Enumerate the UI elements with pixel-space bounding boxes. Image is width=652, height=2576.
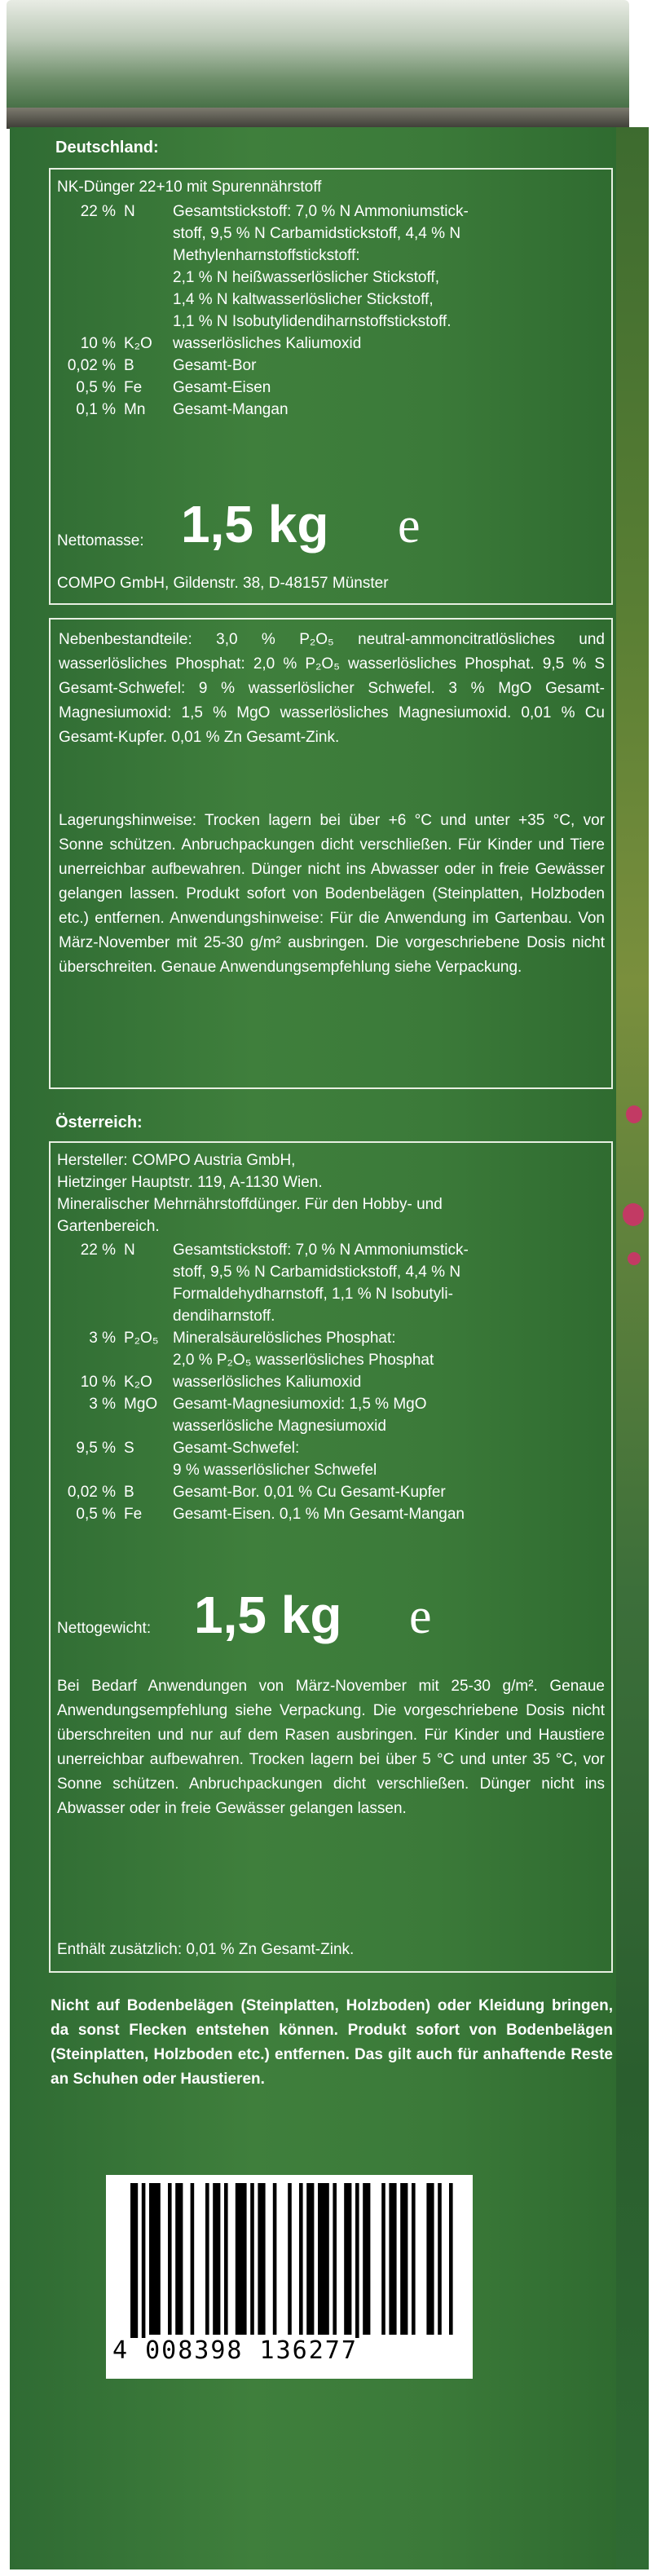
nutrient-description: 2,0 % P₂O₅ wasserlösliches Phosphat <box>173 1352 434 1369</box>
barcode-bar <box>191 2183 195 2335</box>
barcode <box>106 2175 473 2379</box>
nutrient-description: stoff, 9,5 % N Carbamidstickstoff, 4,4 % N <box>173 225 461 242</box>
net-mass-label: Nettomasse: <box>57 532 144 549</box>
barcode-bar <box>306 2183 314 2335</box>
barcode-bar <box>168 2183 172 2335</box>
nutrient-element: S <box>124 1440 134 1457</box>
nutrient-description: Gesamt-Eisen <box>173 379 271 396</box>
nutrient-description: wasserlösliche Magnesiumoxid <box>173 1418 386 1435</box>
austria-intro-line: Mineralischer Mehrnährstoffdünger. Für den Hobby- und <box>57 1196 443 1213</box>
nutrient-element: K₂O <box>124 1374 152 1391</box>
barcode-bar <box>363 2183 370 2335</box>
nutrient-description: wasserlösliches Kaliumoxid <box>173 1374 362 1391</box>
nutrient-description: Gesamtstickstoff: 7,0 % N Ammoniumstick- <box>173 203 469 220</box>
nutrient-amount: 0,02 % <box>67 1484 116 1501</box>
section-heading-germany: Deutschland: <box>55 139 159 157</box>
section-heading-austria: Österreich: <box>55 1114 143 1131</box>
nutrient-element: B <box>124 357 134 374</box>
nutrient-element: P₂O₅ <box>124 1330 159 1347</box>
additional-content-note: Enthält zusätzlich: 0,01 % Zn Gesamt-Zink. <box>57 1941 355 1958</box>
barcode-bar <box>426 2183 434 2335</box>
nutrient-description: wasserlösliches Kaliumoxid <box>173 335 362 352</box>
nutrient-description: dendiharnstoff. <box>173 1308 275 1325</box>
barcode-bar <box>149 2183 161 2335</box>
barcode-bar <box>381 2183 385 2335</box>
warning-text: Nicht auf Bodenbelägen (Steinplatten, Holzboden) oder Kleidung bringen, da sonst Flecken entstehen können. Produkt sofort von Bodenbelägen (Steinplatten, Holzboden etc.) entfernen. Das gilt auch für anhaftende Reste an Schuhen oder Haustieren. <box>51 1997 613 2088</box>
barcode-bar <box>288 2183 292 2335</box>
barcode-bars <box>106 2175 473 2338</box>
nutrient-amount: 9,5 % <box>76 1440 116 1457</box>
nutrient-amount: 3 % <box>89 1330 116 1347</box>
box-lid <box>7 0 629 114</box>
barcode-bar <box>224 2183 228 2335</box>
nutrient-amount: 10 % <box>80 335 116 352</box>
nutrient-amount: 0,5 % <box>76 1506 116 1523</box>
usage-instructions-text: Bei Bedarf Anwendungen von März-November mit 25-30 g/m². Genaue Anwendungsempfehlung siehe Verpackung. Die vorgeschriebene Dosis nicht überschreiten und nur auf dem Rasen ausbringen. Für Kinder und Haustiere unerreichbar aufbewahren. Trocken lagern bei über 5 °C und unter 35 °C, vor Sonne schützen. Anbruchpackungen dicht verschließen. Dünger nicht ins Abwasser oder in freie Gewässer gelangen lassen. <box>57 1678 605 1817</box>
net-weight-value: 1,5 kg <box>194 1586 342 1644</box>
barcode-bar <box>412 2183 416 2335</box>
nutrient-description: 1,1 % N Isobutylidendiharnstoffstickstoff. <box>173 313 452 330</box>
nutrient-element: Mn <box>124 401 146 418</box>
flower-decoration <box>628 1252 641 1265</box>
barcode-bar <box>299 2183 303 2335</box>
barcode-bar <box>400 2183 408 2335</box>
barcode-bar <box>175 2183 183 2335</box>
estimated-sign: e <box>409 1589 432 1644</box>
nutrient-description: Formaldehydharnstoff, 1,1 % N Isobutyli- <box>173 1286 453 1303</box>
barcode-bar <box>142 2183 146 2338</box>
barcode-bar <box>130 2183 138 2338</box>
box-side-photo-strip <box>616 127 649 2569</box>
nutrient-description: Gesamt-Magnesiumoxid: 1,5 % MgO <box>173 1396 427 1413</box>
manufacturer-address: COMPO GmbH, Gildenstr. 38, D-48157 Münster <box>57 575 389 592</box>
nutrient-description: 9 % wasserlöslicher Schwefel <box>173 1462 377 1479</box>
nutrient-description: 2,1 % N heißwasserlöslicher Stickstoff, <box>173 269 439 286</box>
additional-info-panel <box>49 618 613 1089</box>
nutrient-element: MgO <box>124 1396 158 1413</box>
barcode-bar <box>355 2183 359 2338</box>
barcode-bar <box>250 2183 254 2335</box>
flower-decoration <box>623 1203 644 1226</box>
nutrient-element: K₂O <box>124 335 152 352</box>
nutrient-element: Fe <box>124 379 143 396</box>
austria-intro-line: Hietzinger Hauptstr. 119, A-1130 Wien. <box>57 1174 323 1191</box>
barcode-bar <box>236 2183 247 2335</box>
barcode-bar <box>449 2183 453 2335</box>
nutrient-description: Gesamt-Mangan <box>173 401 289 418</box>
estimated-sign: e <box>398 498 421 554</box>
nutrient-amount: 22 % <box>80 1242 116 1259</box>
nutrient-element: B <box>124 1484 134 1501</box>
nutrient-description: Methylenharnstoffstickstoff: <box>173 247 360 264</box>
barcode-bar <box>389 2183 396 2335</box>
nutrient-element: Fe <box>124 1506 143 1523</box>
nutrient-description: Gesamt-Bor. 0,01 % Cu Gesamt-Kupfer <box>173 1484 446 1501</box>
flower-decoration <box>626 1105 642 1123</box>
nutrient-amount: 22 % <box>80 203 116 220</box>
nutrient-element: N <box>124 1242 135 1259</box>
nutrient-description: Mineralsäurelösliches Phosphat: <box>173 1330 396 1347</box>
barcode-bar <box>438 2183 442 2335</box>
nutrient-amount: 3 % <box>89 1396 116 1413</box>
product-line: NK-Dünger 22+10 mit Spurennährstoff <box>57 179 322 196</box>
nutrient-element: N <box>124 203 135 220</box>
nutrient-amount: 0,1 % <box>76 401 116 418</box>
barcode-number: 4 008398 136277 <box>112 2336 358 2365</box>
nutrient-description: Gesamt-Bor <box>173 357 257 374</box>
austria-info-panel <box>49 1141 613 1973</box>
barcode-bar <box>213 2183 220 2335</box>
nutrient-amount: 0,02 % <box>67 357 116 374</box>
nutrient-description: Gesamt-Eisen. 0,1 % Mn Gesamt-Mangan <box>173 1506 465 1523</box>
nutrient-description: stoff, 9,5 % N Carbamidstickstoff, 4,4 % N <box>173 1264 461 1281</box>
nutrient-description: Gesamtstickstoff: 7,0 % N Ammoniumstick- <box>173 1242 469 1259</box>
barcode-bar <box>333 2183 337 2335</box>
net-weight-label: Nettogewicht: <box>57 1620 152 1637</box>
net-mass-value: 1,5 kg <box>181 495 329 554</box>
germany-info-panel <box>49 168 613 605</box>
barcode-bar <box>344 2183 351 2335</box>
storage-instructions-text: Lagerungshinweise: Trocken lagern bei über +6 °C und unter +35 °C, vor Sonne schützen. Anbruchpackungen dicht verschließen. Für Kinder und Tiere unerreichbar aufbewahren. Dünger nicht ins Abwasser oder in freie Gewässer gelangen lassen. Produkt sofort von Bodenbelägen (Steinplatten, Holzboden etc.) entfernen. Anwendungshinweise: Für die Anwendung im Gartenbau. Von März-November mit 25-30 g/m² ausbringen. Die vorgeschriebene Dosis nicht überschreiten. Genaue Anwendungsempfehlung siehe Verpackung. <box>59 812 605 976</box>
barcode-bar <box>318 2183 329 2335</box>
nutrient-description: 1,4 % N kaltwasserlöslicher Stickstoff, <box>173 291 434 308</box>
side-ingredients-text: Nebenbestandteile: 3,0 % P₂O₅ neutral-ammoncitratlösliches und wasserlösliches Phosphat: 2,0 % P₂O₅ wasserlösliches Phosphat. 9,5 % S Gesamt-Schwefel: 9 % wasserlöslicher Schwefel. 3 % MgO Gesamt-Magnesiumoxid: 1,5 % MgO wasserlösliches Magnesiumoxid. 0,01 % Cu Gesamt-Kupfer. 0,01 % Zn Gesamt-Zink. <box>59 631 605 746</box>
barcode-bar <box>205 2183 209 2335</box>
nutrient-amount: 0,5 % <box>76 379 116 396</box>
barcode-bar <box>258 2183 265 2335</box>
nutrient-description: Gesamt-Schwefel: <box>173 1440 300 1457</box>
barcode-bar <box>273 2183 277 2335</box>
austria-intro-line: Gartenbereich. <box>57 1218 160 1235</box>
nutrient-amount: 10 % <box>80 1374 116 1391</box>
box-lid-edge <box>7 108 629 129</box>
austria-intro-line: Hersteller: COMPO Austria GmbH, <box>57 1152 296 1169</box>
